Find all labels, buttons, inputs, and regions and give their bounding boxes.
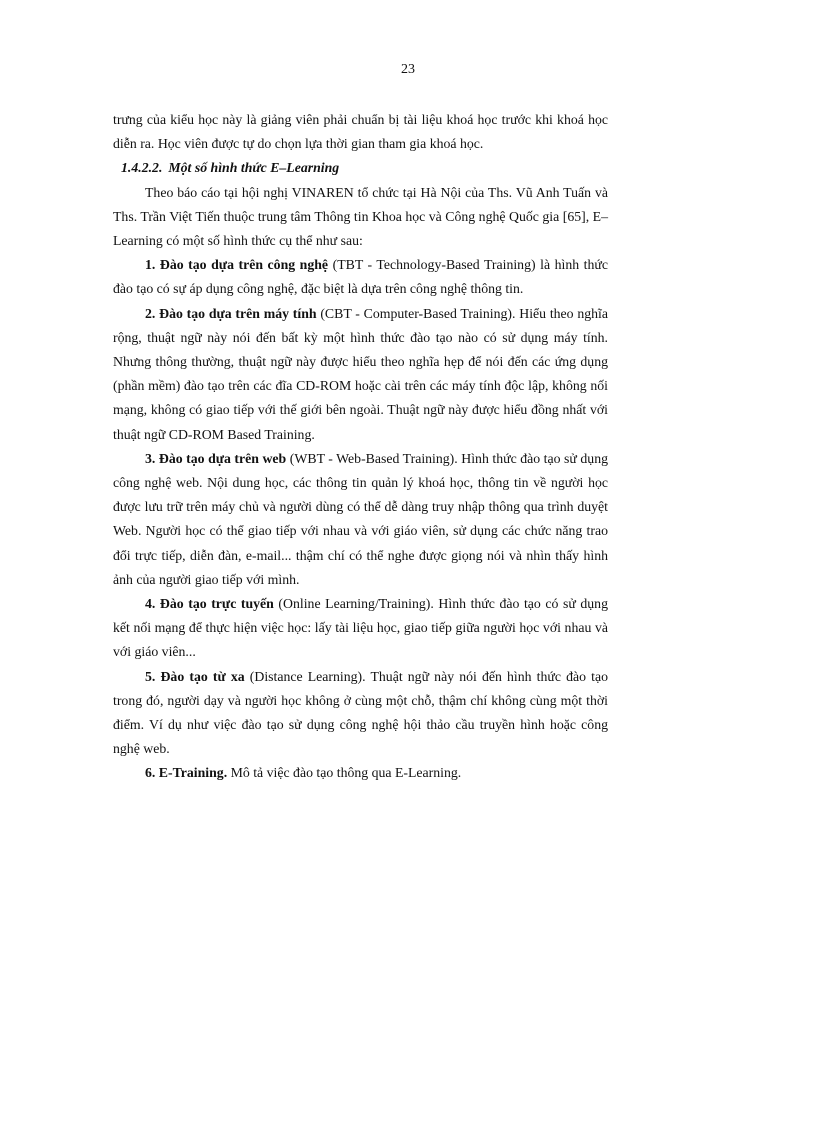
list-item [113,592,608,665]
item-text: (TBT - Technology-Based Training) là hình thức đào tạo có sự áp dụng công nghệ, đặc biệt là dựa trên công nghệ thông tin. [113,257,609,297]
item-term: 1. Đào tạo dựa trên công nghệ [145,257,329,273]
list-item [113,253,608,301]
item-term: 6. E-Training. [145,765,228,781]
lead-paragraph: Theo báo cáo tại hội nghị VINAREN tổ chức tại Hà Nội của Ths. Vũ Anh Tuấn và Ths. Trần Việt Tiến thuộc trung tâm Thông tin Khoa học và Công nghệ Quốc gia [65], E–Learning có một số hình thức cụ thể như sau: [113,184,608,249]
item-text: (Distance Learning). Thuật ngữ này nói đến hình thức đào tạo trong đó, người dạy và người học không ở cùng một chỗ, thậm chí không cùng một thời điểm. Ví dụ như việc đào tạo sử dụng công nghệ hội thảo cầu truyền hình hoặc công nghệ web. [113,668,608,757]
list-item [113,761,608,785]
item-term: 4. Đào tạo trực tuyến [145,596,274,612]
item-text: Mô tả việc đào tạo thông qua E-Learning. [227,765,462,781]
item-term: 3. Đào tạo dựa trên web [145,450,287,466]
list-item [113,302,608,447]
intro-paragraph: trưng của kiểu học này là giảng viên phải chuẩn bị tài liệu khoá học trước khi khoá học diễn ra. Học viên được tự do chọn lựa thời gian tham gia khoá học. [113,112,608,152]
document-body [113,108,608,786]
section-number: 1.4.2.2. [121,160,163,176]
item-term: 5. Đào tạo từ xa [145,668,245,684]
item-text: (Online Learning/Training). Hình thức đào tạo có sử dụng kết nối mạng để thực hiện việc học: lấy tài liệu học, giao tiếp giữa người học với nhau và với giáo viên... [113,596,608,660]
item-text: (WBT - Web-Based Training). Hình thức đào tạo sử dụng công nghệ web. Nội dung học, các thông tin quản lý khoá học, thông tin về người học được lưu trữ trên máy chủ và người dùng có thể dễ dàng truy nhập thông qua trình duyệt Web. Người học có thể giao tiếp với nhau và với giáo viên, sử dụng các chức năng trao đổi trực tiếp, diễn đàn, e-mail... thậm chí có thể nghe được giọng nói và nhìn thấy hình ảnh của người giao tiếp với mình. [113,450,608,587]
item-text: (CBT - Computer-Based Training). Hiểu theo nghĩa rộng, thuật ngữ này nói đến bất kỳ một hình thức đào tạo nào có sử dụng máy tính. Nhưng thông thường, thuật ngữ này được hiểu theo nghĩa hẹp để nói đến các ứng dụng (phần mềm) đào tạo trên các đĩa CD-ROM hoặc cài trên các máy tính độc lập, không nối mạng, không có giao tiếp với thế giới bên ngoài. Thuật ngữ này được hiểu đồng nhất với thuật ngữ CD-ROM Based Training. [113,305,608,442]
section-heading [113,156,608,180]
item-term: 2. Đào tạo dựa trên máy tính [145,305,317,321]
page-number: 23 [401,62,415,77]
list-item [113,665,608,762]
section-title: Một số hình thức E–Learning [168,160,340,176]
list-item [113,447,608,592]
